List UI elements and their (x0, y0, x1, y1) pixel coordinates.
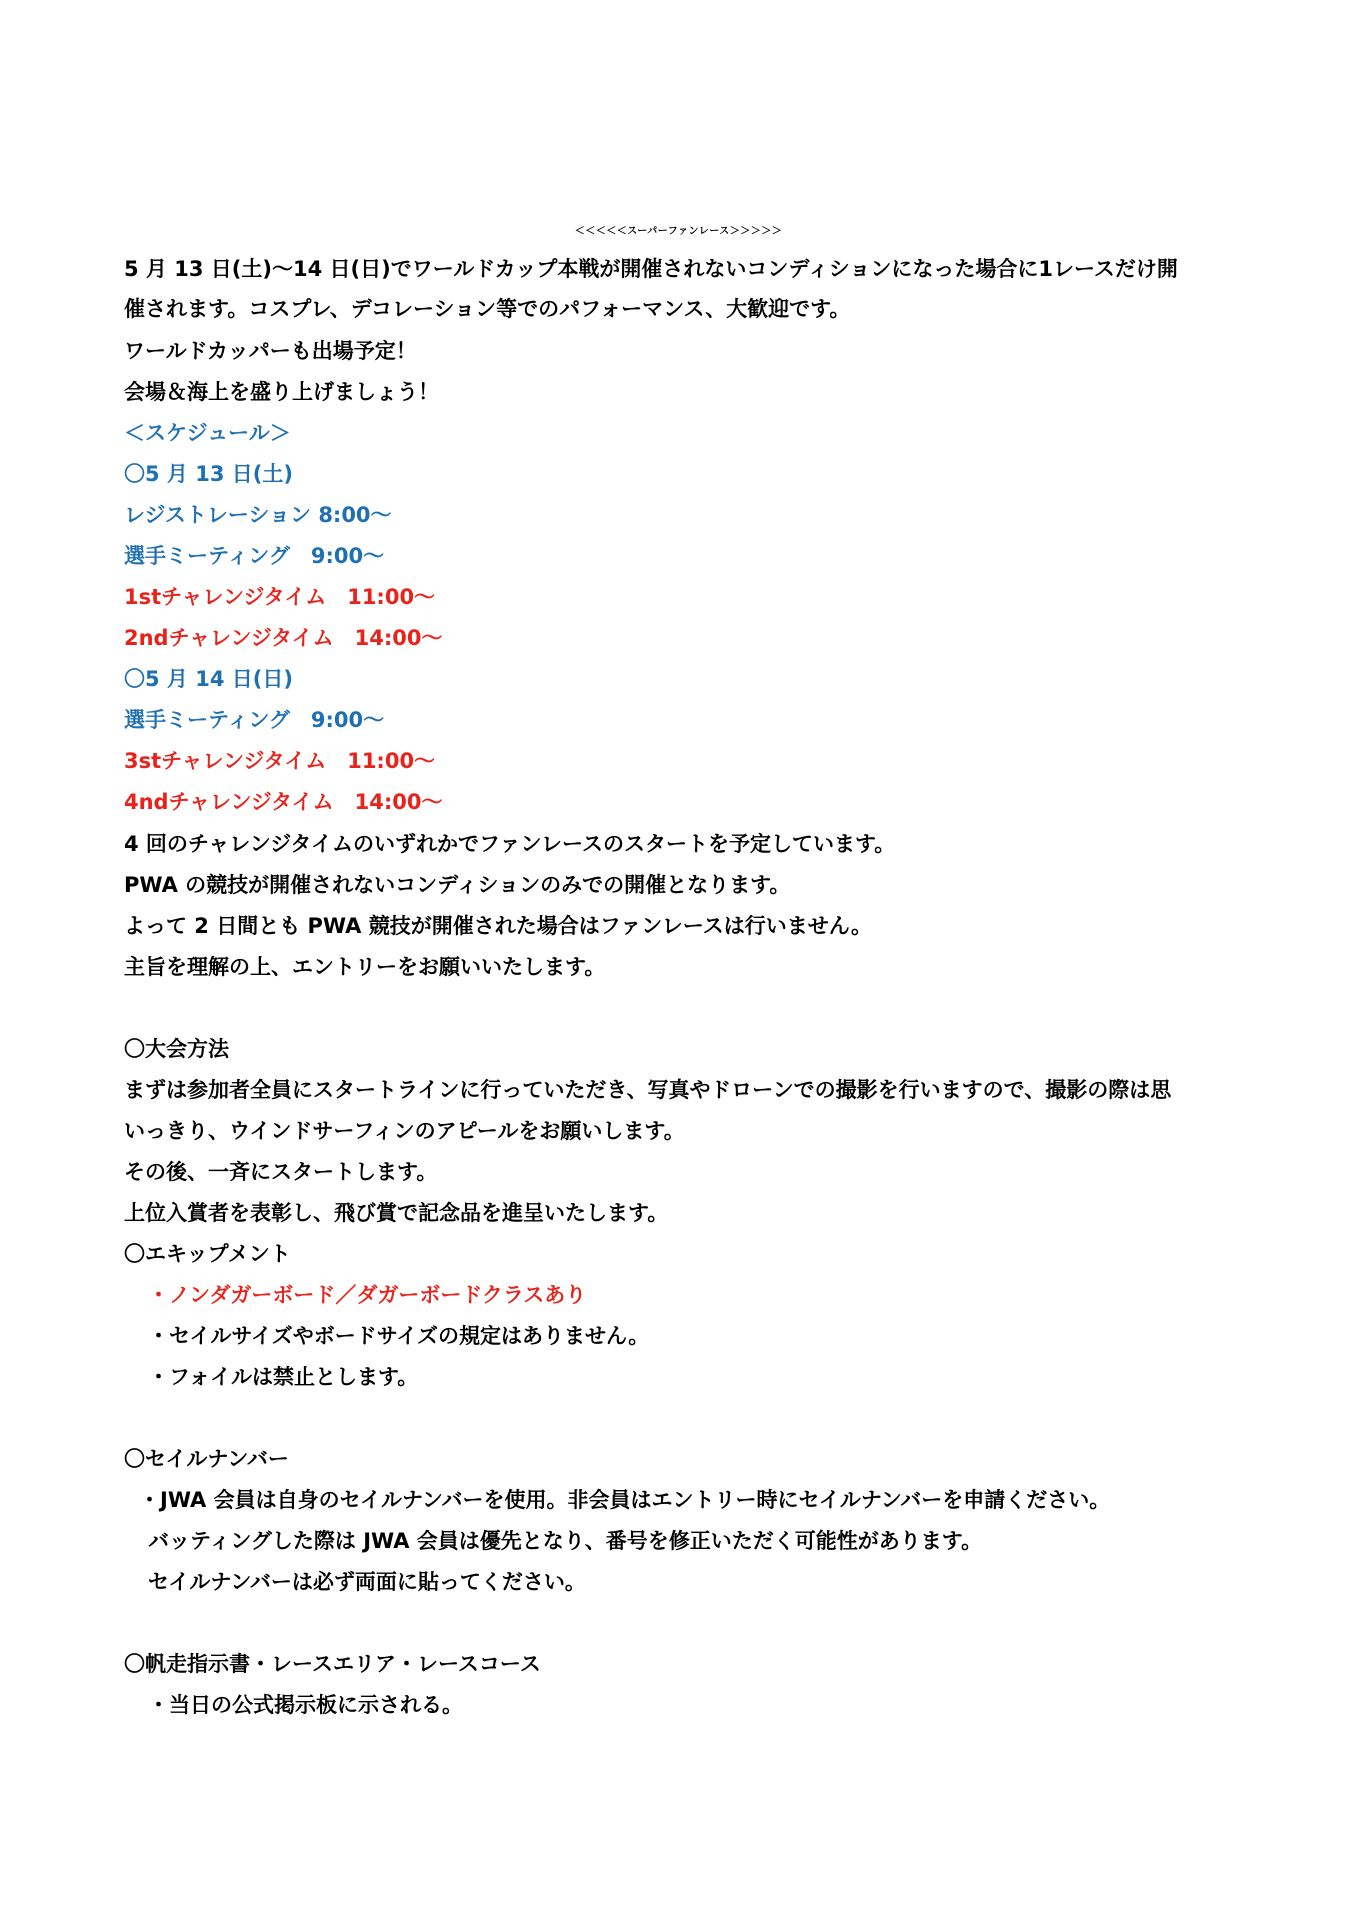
equipment-foil-item: ・フォイルは禁止とします。 (148, 1365, 419, 1389)
method-line-3: その後、一斉にスタートします。 (124, 1160, 438, 1184)
sailing-instructions-heading: 〇帆走指示書・レースエリア・レースコース (124, 1652, 541, 1676)
schedule-day1-registration: レジストレーション 8:00～ (124, 503, 392, 527)
schedule-day2-challenge-2: 4ndチャレンジタイム 14:00～ (124, 790, 443, 814)
intro-line-2: 催されます。コスプレ、デコレーション等でのパフォーマンス、大歓迎です。 (124, 297, 851, 321)
schedule-day1-label: 〇5 月 13 日(土) (124, 462, 293, 486)
sail-number-line-2: バッティングした際は JWA 会員は優先となり、番号を修正いただく可能性があります。 (148, 1529, 983, 1553)
note-line-4: 主旨を理解の上、エントリーをお願いいたします。 (124, 955, 606, 979)
method-line-4: 上位入賞者を表彰し、飛び賞で記念品を進呈いたします。 (124, 1201, 669, 1225)
note-line-3: よって 2 日間とも PWA 競技が開催された場合はファンレースは行いません。 (124, 914, 872, 938)
note-line-2: PWA の競技が開催されないコンディションのみでの開催となります。 (124, 873, 791, 897)
schedule-day1-meeting: 選手ミーティング 9:00～ (124, 544, 385, 568)
sail-number-line-1: ・JWA 会員は自身のセイルナンバーを使用。非会員はエントリー時にセイルナンバーを申請ください。 (139, 1488, 1111, 1512)
sail-number-heading: 〇セイルナンバー (124, 1447, 289, 1471)
method-heading: 〇大会方法 (124, 1037, 229, 1061)
schedule-day2-label: 〇5 月 14 日(日) (124, 667, 293, 691)
schedule-day2-meeting: 選手ミーティング 9:00～ (124, 708, 385, 732)
equipment-size-item: ・セイルサイズやボードサイズの規定はありません。 (148, 1324, 650, 1348)
schedule-day1-challenge-1: 1stチャレンジタイム 11:00～ (124, 585, 436, 609)
intro-line-1: 5 月 13 日(土)～14 日(日)でワールドカップ本戦が開催されないコンディションになった場合に1レースだけ開 (124, 257, 1178, 281)
equipment-heading: 〇エキップメント (124, 1242, 291, 1266)
sailing-instructions-line-1: ・当日の公式掲示板に示される。 (148, 1693, 463, 1717)
equipment-class-item: ・ノンダガーボード／ダガーボードクラスあり (148, 1283, 587, 1307)
sail-number-line-3: セイルナンバーは必ず両面に貼ってください。 (148, 1570, 586, 1594)
note-line-1: 4 回のチャレンジタイムのいずれかでファンレースのスタートを予定しています。 (124, 832, 896, 856)
schedule-day2-challenge-1: 3stチャレンジタイム 11:00～ (124, 749, 436, 773)
document-title: ＜＜＜＜＜スーパーファンレース＞＞＞＞＞ (574, 226, 783, 237)
schedule-day1-challenge-2: 2ndチャレンジタイム 14:00～ (124, 626, 443, 650)
method-line-2: いっきり、ウインドサーフィンのアピールをお願いします。 (124, 1119, 685, 1143)
schedule-heading: ＜スケジュール＞ (124, 421, 291, 445)
intro-line-3: ワールドカッパーも出場予定！ (124, 339, 417, 363)
intro-line-4: 会場＆海上を盛り上げましょう！ (124, 380, 439, 404)
method-line-1: まずは参加者全員にスタートラインに行っていただき、写真やドローンでの撮影を行いますので、撮影の際は思 (124, 1078, 1172, 1102)
